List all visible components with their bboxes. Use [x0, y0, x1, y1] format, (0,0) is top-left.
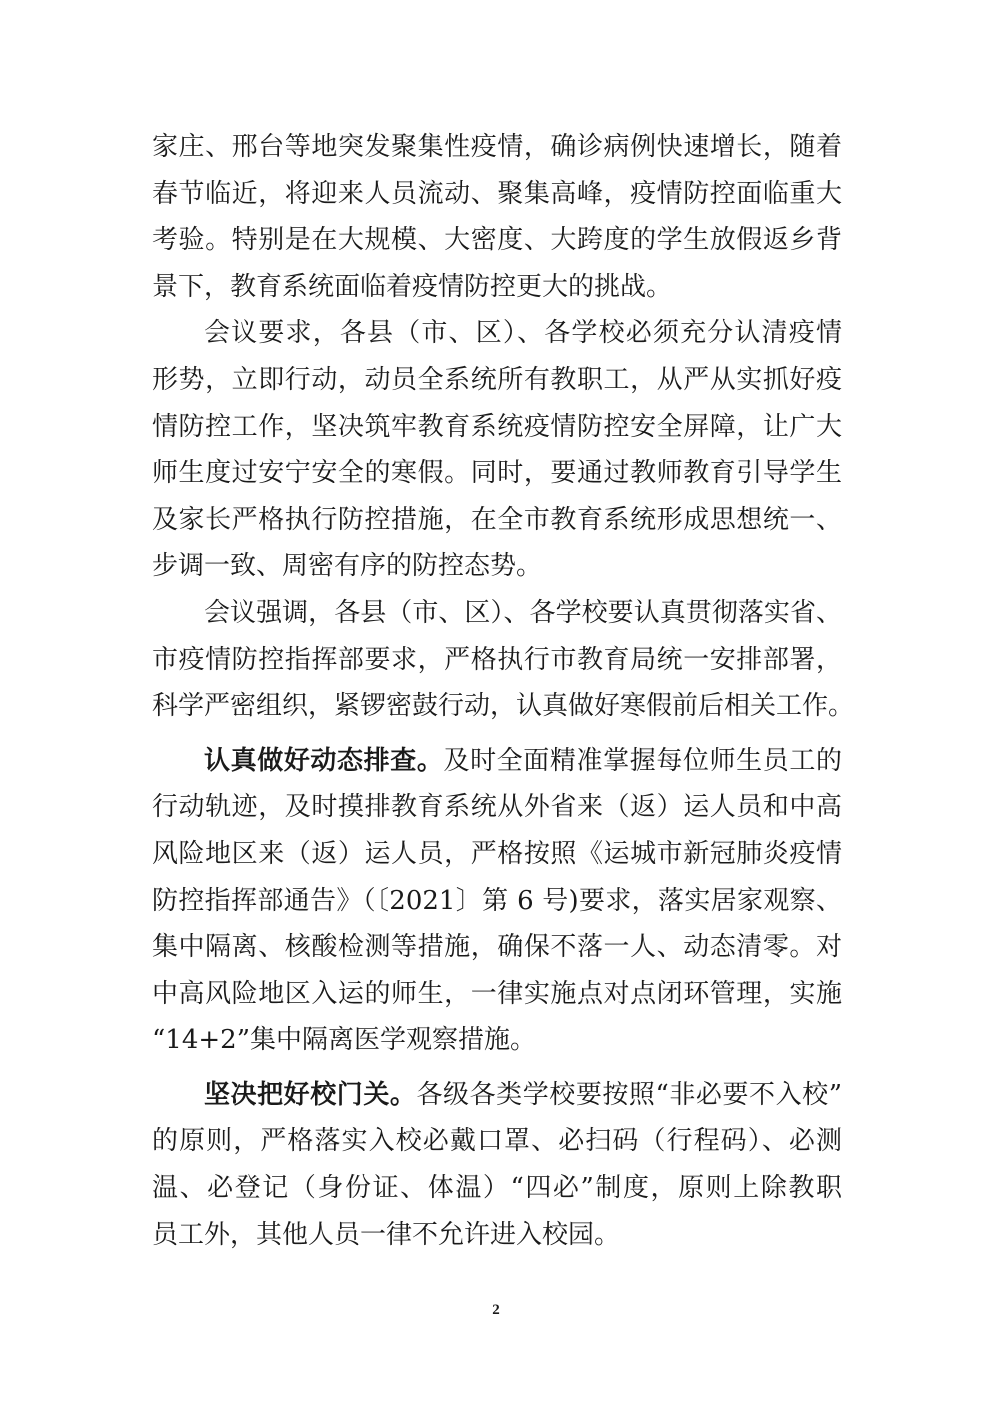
paragraph-1: [152, 124, 842, 310]
text-run: 各级各类学校要按照“非必要不入校”: [416, 1079, 842, 1110]
paragraph-4: [152, 738, 842, 1064]
section-heading: 认真做好动态排查。: [204, 745, 444, 776]
text-line: 行动轨迹，及时摸排教育系统从外省来（返）运人员和中高: [152, 792, 842, 823]
text-line: 形势，立即行动，动员全系统所有教职工，从严从实抓好疫: [152, 364, 842, 395]
text-line: [152, 1072, 842, 1119]
text-line: 会议强调，各县（市、区）、各学校要认真贯彻落实省、: [204, 597, 842, 628]
text-line: “14+2”集中隔离医学观察措施。: [152, 1025, 536, 1056]
text-line: [152, 738, 842, 785]
text-line: 情防控工作，坚决筑牢教育系统疫情防控安全屏障，让广大: [152, 411, 842, 442]
text-line: 中高风险地区入运的师生，一律实施点对点闭环管理，实施: [152, 978, 842, 1009]
text-line: 的原则，严格落实入校必戴口罩、必扫码（行程码）、必测: [152, 1126, 842, 1157]
section-heading: 坚决把好校门关。: [204, 1079, 417, 1110]
paragraph-3: [152, 590, 855, 730]
text-line: 考验。特别是在大规模、大密度、大跨度的学生放假返乡背: [152, 225, 842, 256]
text-line: 家庄、邢台等地突发聚集性疫情，确诊病例快速增长，随着: [152, 132, 842, 162]
text-line: 集中隔离、核酸检测等措施，确保不落一人、动态清零。对: [152, 932, 842, 963]
body-text: [152, 124, 855, 1258]
paragraph-5: [152, 1072, 842, 1258]
text-line: 步调一致、周密有序的防控态势。: [152, 551, 543, 582]
text-line: 温、必登记（身份证、体温）“四必”制度，原则上除教职: [152, 1173, 842, 1204]
paragraph-2: [152, 310, 842, 590]
text-line: 及家长严格执行防控措施，在全市教育系统形成思想统一、: [152, 504, 842, 535]
text-line: 科学严密组织，紧锣密鼓行动，认真做好寒假前后相关工作。: [152, 691, 855, 722]
text-line: 员工外，其他人员一律不允许进入校园。: [152, 1219, 621, 1250]
text-run: 及时全面精准掌握每位师生员工的: [443, 745, 842, 776]
text-line: 师生度过安宁安全的寒假。同时，要通过教师教育引导学生: [152, 458, 842, 489]
text-line: 市疫情防控指挥部要求，严格执行市教育局统一安排部署，: [152, 644, 842, 675]
page-number: 2: [492, 1302, 500, 1318]
text-line: 景下，教育系统面临着疫情防控更大的挑战。: [152, 271, 673, 302]
text-line: 会议要求，各县（市、区）、各学校必须充分认清疫情: [204, 318, 842, 349]
text-line: 防控指挥部通告》（〔2021〕第 6 号)要求，落实居家观察、: [152, 885, 842, 916]
text-line: 风险地区来（返）运人员，严格按照《运城市新冠肺炎疫情: [152, 838, 842, 869]
text-line: 春节临近，将迎来人员流动、聚集高峰，疫情防控面临重大: [152, 178, 842, 209]
